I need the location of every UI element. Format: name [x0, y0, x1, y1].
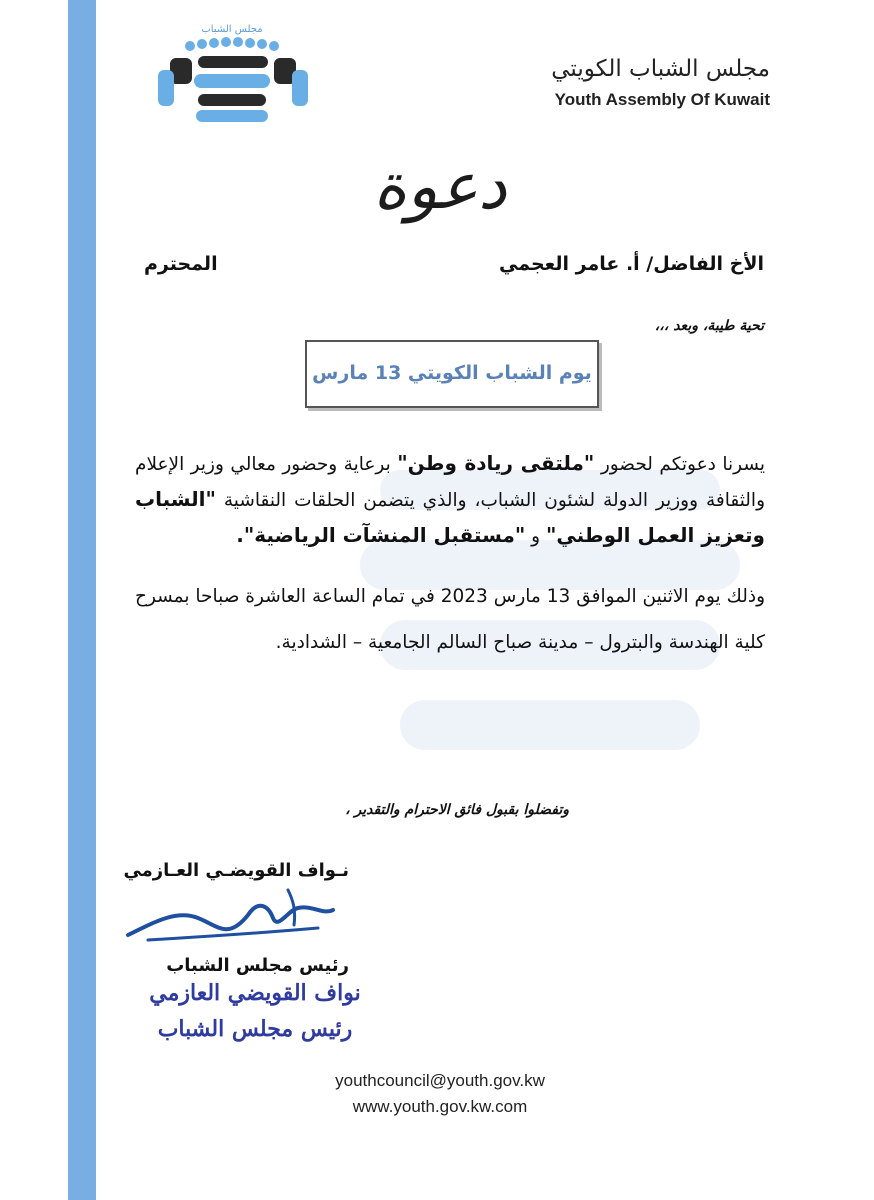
- invitation-title: دعوة: [373, 150, 507, 224]
- discussion-topic-2: "مستقبل المنشآت الرياضية".: [236, 523, 526, 547]
- body-paragraph-2: وذلك يوم الاثنين الموافق 13 مارس 2023 في تمام الساعة العاشرة صباحا بمسرح كلية الهندسة والبترول – مدينة صباح السالم الجامعية – الشدادية.: [135, 586, 765, 653]
- contact-email: youthcouncil@youth.gov.kw: [335, 1071, 545, 1090]
- org-name-arabic: مجلس الشباب الكويتي: [551, 56, 770, 82]
- body-text: برعاية وحضور معالي وزير الإعلام والثقافة ووزير الدولة لشئون الشباب، والذي يتضمن الحلقات النقاشية: [135, 454, 765, 511]
- body-text: و: [531, 526, 541, 547]
- stamp-line-title: رئيس مجلس الشباب: [157, 1016, 353, 1042]
- logo-caption: مجلس الشباب: [201, 24, 263, 35]
- contact-website: www.youth.gov.kw.com: [352, 1097, 528, 1116]
- recipient-salutation: الأخ الفاضل/ أ. عامر العجمي: [499, 253, 764, 275]
- official-stamp: [140, 975, 370, 1047]
- body-text: يسرنا دعوتكم لحضور: [600, 454, 765, 475]
- signer-name: نـواف القويضـي العـازمي: [123, 860, 349, 881]
- recipient-honorific: المحترم: [144, 253, 218, 275]
- org-name-english: Youth Assembly Of Kuwait: [554, 90, 770, 109]
- event-banner: [305, 340, 599, 408]
- side-accent-bar: [68, 0, 96, 1200]
- letter-body: [135, 446, 765, 666]
- footer-contact: [280, 1068, 600, 1120]
- youth-assembly-logo: [150, 18, 315, 128]
- recipient-line: [144, 253, 764, 275]
- closing-line: وتفضلوا بقبول فائق الاحترام والتقدير ،: [345, 802, 569, 818]
- event-banner-text: يوم الشباب الكويتي 13 مارس: [312, 362, 592, 384]
- stamp-line-name: نواف القويضي العازمي: [149, 980, 361, 1006]
- greeting: تحية طيبة، وبعد ،،،: [654, 318, 764, 334]
- handwritten-signature: [118, 880, 348, 960]
- discussion-topic-1: "الشباب وتعزيز العمل الوطني": [135, 487, 765, 547]
- event-name: "ملتقى ريادة وطن": [397, 451, 595, 475]
- body-paragraph-1: [135, 446, 765, 554]
- signer-title: رئيس مجلس الشباب: [166, 955, 349, 976]
